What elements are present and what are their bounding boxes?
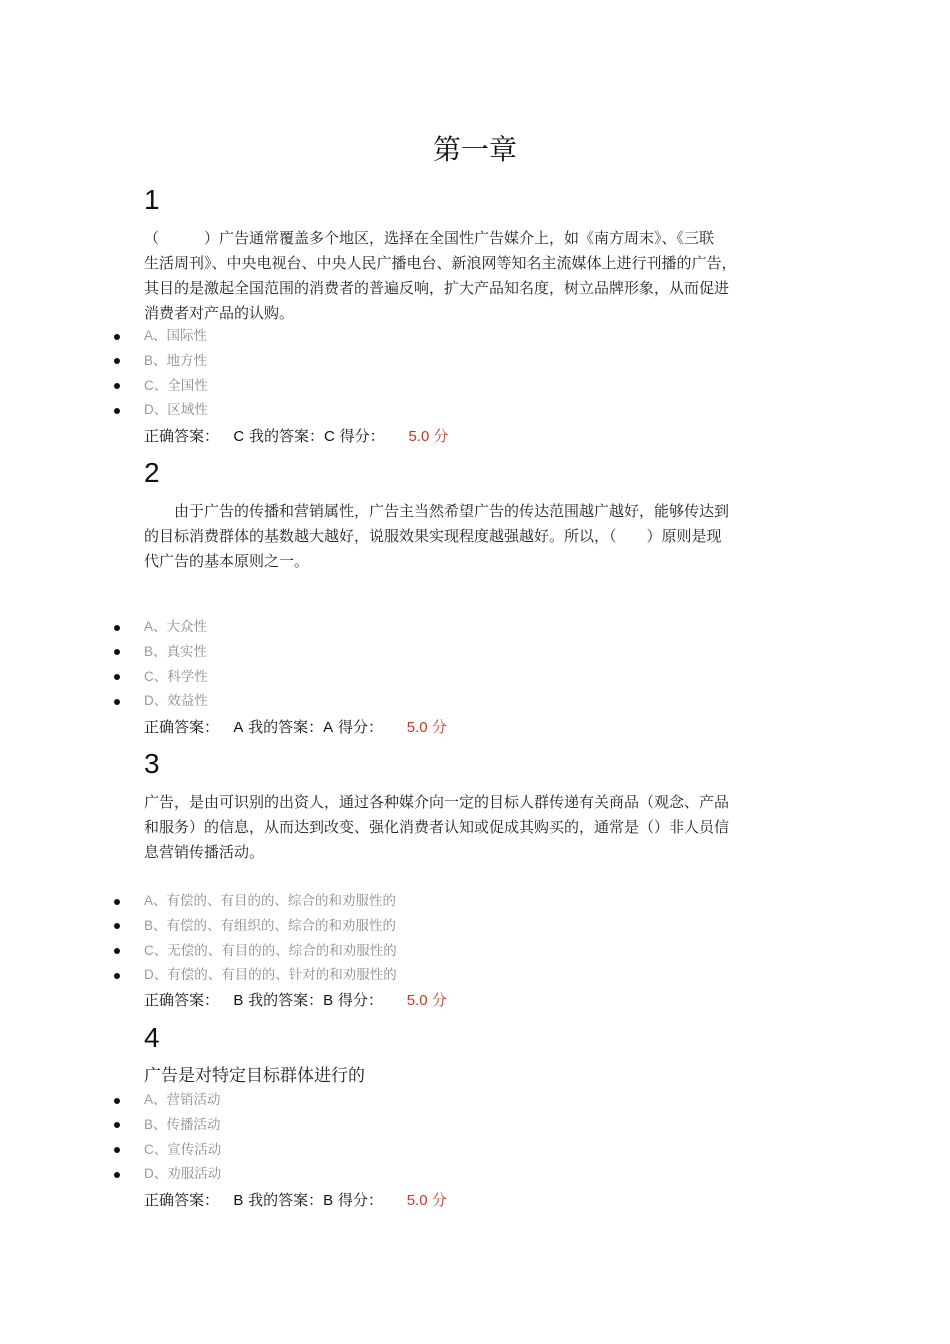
question-text xyxy=(144,790,809,865)
option-a xyxy=(0,324,950,349)
bullet-icon xyxy=(114,948,120,954)
option-text: 、宣传活动 xyxy=(153,1141,222,1158)
answer-line xyxy=(144,989,447,1012)
option-text: 、效益性 xyxy=(153,693,208,710)
correct-answer-label: 正确答案： xyxy=(144,991,220,1009)
bullet-icon xyxy=(114,383,120,389)
option-text: 、大众性 xyxy=(153,619,208,635)
my-answer-label: 我的答案： xyxy=(248,991,324,1009)
correct-answer-value: A xyxy=(233,719,244,736)
question-text-line: 其目的是激起全国范围的消费者的普遍反响，扩大产品知名度，树立品牌形象，从而促进 xyxy=(144,279,730,297)
option-list xyxy=(0,615,950,714)
score-value: 5.0 分 xyxy=(406,1192,447,1209)
question-number: 2 xyxy=(144,457,160,488)
option-text: 、有偿的、有目的的、针对的和劝服性的 xyxy=(153,967,397,984)
option-letter: D xyxy=(144,402,154,418)
option-letter: A xyxy=(144,619,154,634)
option-list xyxy=(0,1088,950,1187)
bullet-icon xyxy=(114,899,120,905)
option-b xyxy=(0,914,950,939)
option-text: 、劝服活动 xyxy=(153,1166,222,1183)
option-text: 、国际性 xyxy=(153,328,208,344)
chapter-title: 第一章 xyxy=(432,133,517,166)
option-letter: D xyxy=(144,967,154,983)
correct-answer-label: 正确答案： xyxy=(144,427,220,445)
my-answer-value: C xyxy=(323,428,335,445)
score-value: 5.0 分 xyxy=(406,719,447,736)
question-number: 4 xyxy=(144,1022,160,1053)
bullet-icon xyxy=(114,1147,120,1153)
option-letter: D xyxy=(144,1166,154,1182)
score-label: 得分： xyxy=(337,718,383,736)
option-c xyxy=(0,665,950,690)
question-text-line: 由于广告的传播和营销属性，广告主当然希望广告的传达范围越广越好，能够传达到 xyxy=(144,502,730,520)
correct-answer-label: 正确答案： xyxy=(144,1191,220,1209)
question-number: 1 xyxy=(144,184,160,215)
bullet-icon xyxy=(114,358,120,364)
option-a xyxy=(0,1088,950,1113)
my-answer-label: 我的答案： xyxy=(248,718,324,736)
my-answer-value: B xyxy=(323,992,334,1009)
my-answer-label: 我的答案： xyxy=(248,1191,324,1209)
option-list xyxy=(0,324,950,423)
option-letter: C xyxy=(144,377,154,393)
question-text xyxy=(144,499,809,574)
bullet-icon xyxy=(114,1098,120,1104)
bullet-icon xyxy=(114,625,120,631)
option-letter: B xyxy=(144,643,154,659)
option-letter: C xyxy=(144,668,154,684)
question-text-line: 代广告的基本原则之一。 xyxy=(144,552,310,570)
my-answer-value: A xyxy=(323,719,334,736)
option-a xyxy=(0,615,950,640)
question-text-line: （ ）广告通常覆盖多个地区，选择在全国性广告媒介上，如《南方周末》、《三联 xyxy=(144,229,715,247)
option-d xyxy=(0,963,950,988)
option-letter: C xyxy=(144,942,154,958)
answer-line xyxy=(144,716,447,739)
option-letter: A xyxy=(144,893,154,908)
bullet-icon xyxy=(114,408,120,414)
option-letter: D xyxy=(144,693,154,709)
option-d xyxy=(0,398,950,423)
option-b xyxy=(0,640,950,665)
question-text-line: 息营销传播活动。 xyxy=(144,843,265,861)
option-list xyxy=(0,889,950,988)
question-text-line: 消费者对产品的认购。 xyxy=(144,304,295,322)
question-text-line: 和服务）的信息，从而达到改变、强化消费者认知或促成其购买的，通常是（）非人员信 xyxy=(144,818,730,836)
question-text xyxy=(144,226,809,326)
option-d xyxy=(0,1162,950,1187)
option-letter: A xyxy=(144,328,154,343)
score-label: 得分： xyxy=(337,1191,383,1209)
option-text: 、营销活动 xyxy=(153,1092,221,1108)
option-d xyxy=(0,689,950,714)
option-letter: B xyxy=(144,352,154,368)
option-letter: B xyxy=(144,917,154,933)
option-text: 、有偿的、有组织的、综合的和劝服性的 xyxy=(153,917,397,934)
question-text xyxy=(144,1063,809,1089)
question-text-line: 生活周刊》、中央电视台、中央人民广播电台、新浪网等知名主流媒体上进行刊播的广告， xyxy=(144,254,737,272)
option-text: 、真实性 xyxy=(153,643,208,660)
bullet-icon xyxy=(114,334,120,340)
bullet-icon xyxy=(114,973,120,979)
score-label: 得分： xyxy=(337,991,383,1009)
correct-answer-label: 正确答案： xyxy=(144,718,220,736)
answer-line xyxy=(144,425,448,448)
my-answer-value: B xyxy=(323,1192,334,1209)
question-text-line: 广告是对特定目标群体进行的 xyxy=(144,1066,365,1086)
answer-line xyxy=(144,1189,447,1212)
question-text-line: 的目标消费群体的基数越大越好，说服效果实现程度越强越好。所以，（ ）原则是现 xyxy=(144,527,722,545)
option-letter: B xyxy=(144,1116,154,1132)
option-c xyxy=(0,1138,950,1163)
bullet-icon xyxy=(114,674,120,680)
my-answer-label: 我的答案： xyxy=(248,427,324,445)
bullet-icon xyxy=(114,649,120,655)
option-text: 、无偿的、有目的的、综合的和劝服性的 xyxy=(153,942,397,959)
option-b xyxy=(0,1113,950,1138)
score-label: 得分： xyxy=(339,427,385,445)
option-text: 、地方性 xyxy=(153,352,208,369)
question-text-line: 广告，是由可识别的出资人，通过各种媒介向一定的目标人群传递有关商品（观念、产品 xyxy=(144,793,730,811)
bullet-icon xyxy=(114,1122,120,1128)
bullet-icon xyxy=(114,923,120,929)
option-c xyxy=(0,939,950,964)
bullet-icon xyxy=(114,1172,120,1178)
option-b xyxy=(0,349,950,374)
option-text: 、科学性 xyxy=(153,668,208,685)
score-value: 5.0 分 xyxy=(406,992,447,1009)
correct-answer-value: C xyxy=(233,428,245,445)
score-value: 5.0 分 xyxy=(408,428,449,445)
option-text: 、有偿的、有目的的、综合的和劝服性的 xyxy=(153,893,397,909)
option-letter: C xyxy=(144,1141,154,1157)
option-text: 、传播活动 xyxy=(153,1116,221,1133)
bullet-icon xyxy=(114,699,120,705)
correct-answer-value: B xyxy=(233,1192,244,1209)
option-a xyxy=(0,889,950,914)
option-letter: A xyxy=(144,1092,154,1107)
correct-answer-value: B xyxy=(233,992,244,1009)
option-c xyxy=(0,374,950,399)
option-text: 、区域性 xyxy=(153,402,208,419)
option-text: 、全国性 xyxy=(153,377,208,394)
question-number: 3 xyxy=(144,748,160,779)
